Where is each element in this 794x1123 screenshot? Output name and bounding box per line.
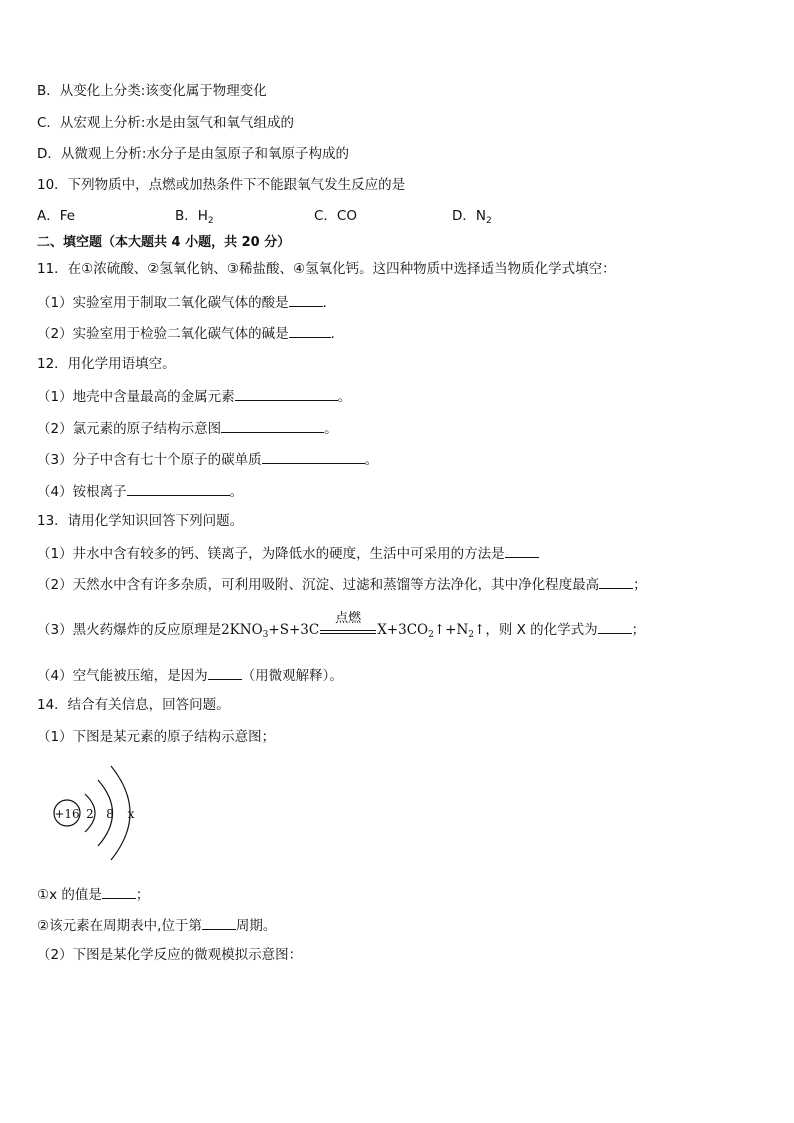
- q13-2-semicolon: ；: [633, 577, 647, 593]
- q10-option-d-sub: 2: [486, 216, 492, 226]
- q12-2-blank[interactable]: [221, 418, 324, 433]
- q10-option-b-text: B．H: [175, 208, 208, 224]
- question-13-3: [37, 611, 646, 640]
- question-11-1: [37, 292, 327, 312]
- eq-right-mid: ↑+N: [433, 622, 469, 638]
- q11-2-blank[interactable]: [289, 323, 331, 338]
- q10-option-d-text: D．N: [452, 208, 486, 224]
- eq-left-sub: 3: [262, 630, 269, 640]
- question-13-1: [37, 543, 539, 563]
- q13-3-suffix: ，则 X 的化学式为: [485, 622, 598, 638]
- question-13-2: [37, 574, 647, 594]
- eq-condition: 点燃: [335, 611, 362, 626]
- q10-option-d: [452, 207, 492, 225]
- q12-4-text: （4）铵根离子: [37, 484, 127, 500]
- q11-2-text: （2）实验室用于检验二氧化碳气体的碱是: [37, 326, 289, 342]
- q11-2-end: .: [330, 326, 335, 342]
- q14-b-suffix: 周期。: [235, 918, 277, 934]
- q12-1-period: 。: [337, 389, 352, 405]
- question-12-3: [37, 449, 378, 469]
- d-option: D．从微观上分析:水分子是由氢原子和氧原子构成的: [37, 146, 349, 162]
- q12-2-period: 。: [324, 421, 338, 437]
- q13-4-blank[interactable]: [208, 665, 242, 680]
- question-13-4: [37, 665, 343, 685]
- shell-electrons-1: 2: [86, 807, 94, 821]
- q12-3-period: 。: [364, 452, 379, 468]
- question-12-4: [37, 481, 243, 501]
- q10-option-b: [175, 207, 214, 225]
- q13-1-blank[interactable]: [505, 543, 539, 558]
- eq-right-end: ↑: [474, 622, 486, 638]
- q12-4-blank[interactable]: [127, 481, 230, 496]
- q12-4-period: 。: [229, 484, 244, 500]
- eq-right: X+3CO: [377, 622, 429, 638]
- question-14-2: （2）下图是某化学反应的微观模拟示意图：: [37, 947, 303, 963]
- q10-option-c: C．CO: [314, 208, 357, 224]
- shell-electrons-2: 8: [106, 807, 114, 821]
- q10-option-b-sub: 2: [207, 216, 214, 226]
- shell-electrons-3: x: [127, 807, 135, 821]
- equation: [221, 611, 486, 640]
- q12-3-blank[interactable]: [262, 449, 365, 464]
- q13-2-text: （2）天然水中含有许多杂质，可利用吸附、沉淀、过滤和蒸馏等方法净化，其中净化程度最高: [37, 577, 600, 593]
- eq-double-bar: [320, 630, 376, 634]
- q14-a-semicolon: ；: [135, 887, 150, 903]
- question-12-1: [37, 386, 351, 406]
- nucleus-charge: +16: [54, 807, 80, 821]
- question-14-1: （1）下图是某元素的原子结构示意图；: [37, 729, 276, 745]
- question-14-a: [37, 884, 149, 904]
- b-option: B．从变化上分类:该变化属于物理变化: [37, 83, 267, 99]
- eq-arrow: [320, 611, 376, 634]
- q14-a-text: ①x 的值是: [37, 887, 102, 903]
- q14-b-text: ②该元素在周期表中,位于第: [37, 918, 202, 934]
- c-option: C．从宏观上分析:水是由氢气和氧气组成的: [37, 115, 294, 131]
- eq-left-rest: +S+3C: [268, 622, 320, 638]
- question-11-2: [37, 323, 335, 343]
- q11-1-blank[interactable]: [289, 292, 323, 307]
- q14-b-blank[interactable]: [202, 915, 236, 930]
- q11-1-text: （1）实验室用于制取二氧化碳气体的酸是: [37, 295, 289, 311]
- question-12: 12．用化学用语填空。: [37, 356, 176, 372]
- eq-right-sub: 2: [428, 630, 434, 640]
- q13-3-text: （3）黑火药爆炸的反应原理是: [37, 622, 222, 638]
- q10-option-a: A．Fe: [37, 208, 76, 224]
- question-14-b: [37, 915, 276, 935]
- question-13: 13．请用化学知识回答下列问题。: [37, 513, 244, 529]
- question-12-2: [37, 418, 338, 438]
- eq-left: 2KNO: [221, 622, 263, 638]
- q13-2-blank[interactable]: [599, 574, 633, 589]
- q13-1-text: （1）井水中含有较多的钙、镁离子，为降低水的硬度，生活中可采用的方法是: [37, 546, 505, 562]
- atom-structure-diagram: [45, 760, 155, 865]
- question-11: 11．在①浓硫酸、②氢氧化钠、③稀盐酸、④氢氧化钙。这四种物质中选择适当物质化学式填空：: [37, 261, 616, 277]
- eq-right-sub2: 2: [468, 630, 475, 640]
- q13-4-text: （4）空气能被压缩，是因为: [37, 668, 208, 684]
- question-14: 14．结合有关信息，回答问题。: [37, 697, 230, 713]
- q12-1-text: （1）地壳中含量最高的金属元素: [37, 389, 235, 405]
- q13-3-semicolon: ；: [631, 622, 646, 638]
- question-10: 10．下列物质中，点燃或加热条件下不能跟氧气发生反应的是: [37, 177, 406, 193]
- q12-1-blank[interactable]: [235, 386, 338, 401]
- q12-2-text: （2）氯元素的原子结构示意图: [37, 421, 222, 437]
- q14-a-blank[interactable]: [102, 884, 136, 899]
- q13-3-blank[interactable]: [598, 619, 632, 634]
- q12-3-text: （3）分子中含有七十个原子的碳单质: [37, 452, 262, 468]
- section-heading: 二、填空题（本大题共 4 小题，共 20 分）: [37, 235, 291, 250]
- q13-4-suffix: （用微观解释）。: [241, 668, 343, 684]
- q11-1-end: .: [322, 295, 327, 311]
